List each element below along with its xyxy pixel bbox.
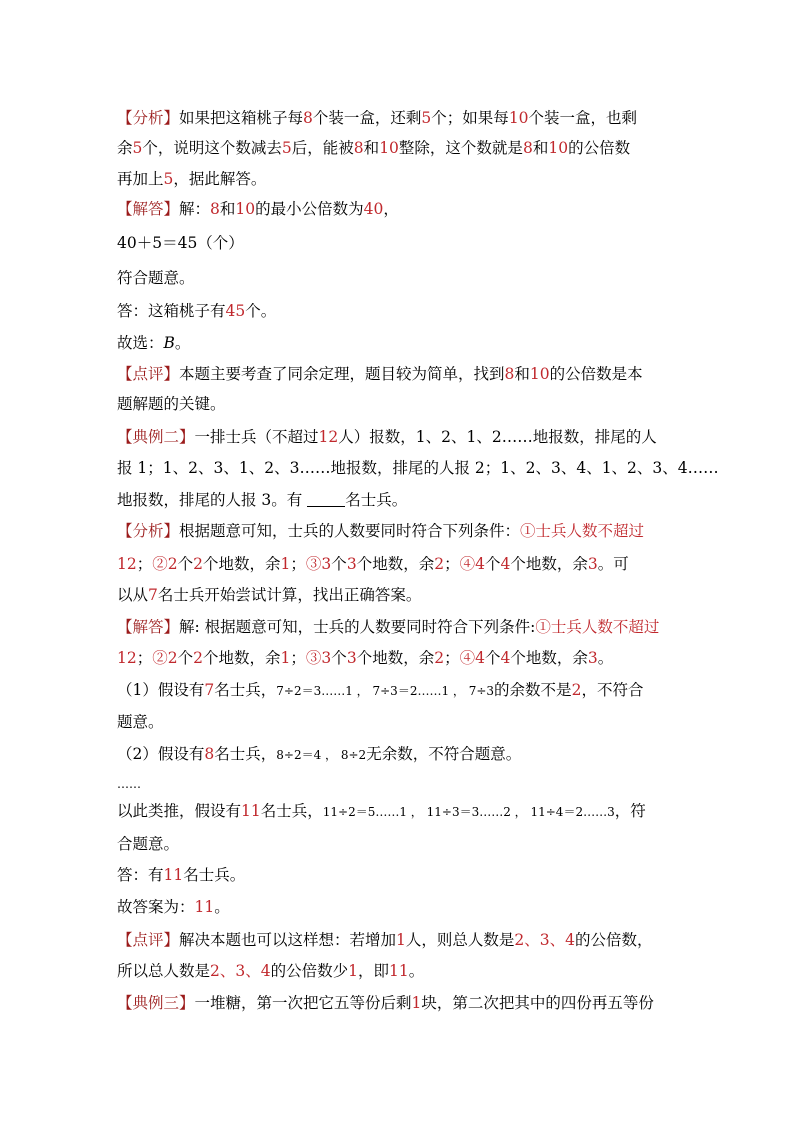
solution-line [117,199,399,219]
text-segment: 40＋5＝45（个） [117,234,244,252]
section-tag: 【典例二】 [117,428,195,446]
text-segment: 个，说明这个数减去 [142,139,282,157]
text-segment: 以此类推，假设有 [117,802,242,820]
text-segment: ④4 [459,555,485,573]
text-segment: 地报数，排尾的人报 3。有 [117,491,308,509]
text-segment: 个地数，余 [510,649,588,667]
comment-2-line [117,961,424,981]
text-segment: 4 [500,555,511,573]
text-segment: 5 [132,139,143,157]
text-segment: 个地数，余 [356,555,435,573]
text-segment: ④4 [459,649,485,667]
text-segment: 以从 [117,586,149,604]
text-segment: 1 [411,994,422,1012]
text-segment: 12 [117,649,137,667]
text-segment: 1 [280,649,291,667]
text-segment: 4 [500,649,511,667]
text-segment: 10 [508,109,529,127]
solution-2-line [117,617,659,637]
text-segment: 8 [353,139,364,157]
text-segment: 11 [163,866,184,884]
text-segment: 个地数，余 [203,649,281,667]
text-segment: 一排士兵（不超过 [194,428,319,446]
text-segment: 3 [587,649,598,667]
analysis-2-line [117,554,629,574]
section-tag: 【解答】 [117,200,180,218]
text-segment: 个 [331,649,347,667]
text-segment: 如果把这箱桃子每 [179,109,304,127]
text-segment: 名士兵开始尝试计算，找出正确答案。 [157,586,422,604]
text-segment: 8 [210,200,220,218]
text-segment: 3 [587,555,598,573]
text-segment: ； [290,649,306,667]
text-segment: 2 [571,681,582,699]
text-segment: 7 [204,681,215,699]
text-segment: 解: 根据题意可知，士兵的人数要同时符合下列条件: [179,618,536,636]
text-segment: 。可 [597,555,629,573]
text-segment: 2 [193,555,204,573]
text-segment: 和 [514,365,530,383]
section-tag: 【点评】 [117,365,180,383]
text-segment: 个 [177,555,194,573]
case-1-line [117,712,164,732]
text-segment: 和 [219,200,236,218]
section-tag: 【分析】 [117,522,180,540]
equation-line [117,233,244,253]
text-segment: ； [290,555,306,573]
example-2-line [117,427,657,447]
text-segment: 后，能被 [291,139,354,157]
text-segment: 7 [148,586,158,604]
text-segment: 8 [204,745,215,763]
text-segment: 11÷2＝5……1 ， 11÷3＝3……2 ， 11÷4＝2……3 [322,805,615,819]
text-segment: 个 [331,555,347,573]
answer-line [117,301,276,321]
text-segment: 3 [346,555,357,573]
text-segment: 答：有 [117,866,164,884]
text-segment: 1 [348,962,358,980]
text-segment: 10 [529,365,550,383]
text-segment: 个；如果每 [431,109,509,127]
text-segment: 2、3、4 [514,931,576,949]
text-segment: …… [117,777,141,791]
section-tag: 【分析】 [117,109,180,127]
text-segment: 故选： [117,334,164,352]
text-segment: 解决本题也可以这样想：若增加 [179,931,397,949]
comment-2-line [117,930,653,950]
text-segment: 和 [532,139,549,157]
text-segment: 。 [408,962,425,980]
text-segment: B [163,334,175,352]
text-segment: 的公倍数， [575,931,653,949]
case-1-line [117,680,643,701]
example-3-line [117,993,654,1013]
text-segment: ①士兵人数不超过 [535,618,660,636]
text-segment: 个地数，余 [356,649,435,667]
text-segment: ②2 [152,649,178,667]
answer-blank [307,491,345,507]
text-segment: ③3 [305,555,332,573]
text-segment: 7÷2＝3……1 ， 7÷3＝2……1 ， 7÷3 [276,684,495,698]
text-segment: ； [444,649,460,667]
text-segment: 1 [280,555,291,573]
text-segment: 余 [117,139,133,157]
text-segment: 10 [379,139,399,157]
text-segment: 12 [117,555,137,573]
text-segment: 。 [214,898,230,916]
text-segment: ； [136,555,153,573]
text-segment: 12 [318,428,339,446]
text-segment: 45 [225,302,246,320]
text-segment: 40 [363,200,384,218]
text-segment: 根据题意可知，士兵的人数要同时符合下列条件： [179,522,521,540]
text-segment: 11 [241,802,261,820]
text-segment: 无余数，不符合题意。 [366,745,522,763]
text-segment: ， [383,200,399,218]
text-segment: ②2 [152,555,178,573]
text-segment: 8 [303,109,313,127]
section-tag: 【点评】 [117,931,180,949]
text-segment: 合题意。 [117,835,180,853]
text-segment: 人）报数，1、2、1、2……地报数，排尾的人 [338,428,657,446]
solution-2-line [117,648,613,668]
analysis-2-line [117,585,421,605]
comment-line [117,364,643,384]
text-segment: 报 1；1、2、3、1、2、3……地报数，排尾的人报 2；1、2、3、4、1、2、3、4…… [117,459,719,477]
answer-2-line [117,865,245,885]
text-segment: 整除，这个数就是 [398,139,523,157]
text-segment: 个。 [245,302,277,320]
comment-line [117,394,226,414]
text-segment: 11 [389,962,409,980]
text-segment: 个装一盒，也剩 [528,109,638,127]
text-segment: 的公倍数是本 [549,365,643,383]
text-segment: 个 [484,555,501,573]
text-segment: 所以总人数是 [117,962,211,980]
text-segment: ； [136,649,153,667]
section-tag: 【解答】 [117,618,180,636]
text-segment: 的公倍数 [568,139,631,157]
text-segment: 本题主要考查了同余定理，题目较为简单，找到 [179,365,505,383]
text-segment: （1）假设有 [117,681,205,699]
analysis-2-line [117,521,644,541]
text-segment: 题解题的关键。 [117,395,226,413]
text-segment: 8÷2＝4 ， 8÷2 [276,748,367,762]
analysis-line [117,108,637,128]
text-segment: 10 [235,200,256,218]
text-segment: 的最小公倍数为 [255,200,364,218]
text-segment: 符合题意。 [117,269,195,287]
text-segment: 一堆糖，第一次把它五等份后剩 [194,994,412,1012]
text-segment: 再加上 [117,170,164,188]
text-segment: ； [444,555,460,573]
text-segment: 故答案为： [117,898,195,916]
final-answer-line [117,897,230,917]
text-segment: 的余数不是 [494,681,572,699]
text-segment: 5 [421,109,432,127]
text-segment: 。 [174,334,191,352]
text-segment: 个 [177,649,194,667]
text-segment: ，即 [358,962,390,980]
example-2-line [117,458,719,478]
text-segment: 的公倍数少 [270,962,349,980]
text-segment: 2、3、4 [210,962,271,980]
text-segment: 个地数，余 [203,555,281,573]
text-segment: 2 [193,649,204,667]
text-segment: 。 [597,649,614,667]
analysis-line [117,138,630,158]
generalize-line [117,801,646,822]
text-segment: ③3 [305,649,332,667]
text-segment: ，不符合 [581,681,644,699]
text-segment: ，符 [614,802,646,820]
text-segment: 3 [346,649,357,667]
text-segment: ①士兵人数不超过 [520,522,645,540]
text-segment: 11 [194,898,215,916]
ellipsis-line [117,773,141,794]
choice-line [117,333,190,353]
text-segment: 答：这箱桃子有 [117,302,226,320]
text-segment: 个地数，余 [510,555,588,573]
text-segment: （2）假设有 [117,745,205,763]
text-segment: 块，第二次把其中的四份再五等份 [421,994,654,1012]
text-segment: 个 [484,649,501,667]
example-2-line [117,490,407,510]
text-segment: 5 [163,170,174,188]
text-segment: 2 [434,649,445,667]
text-segment: 名士兵， [214,681,277,699]
text-segment: 和 [363,139,380,157]
section-tag: 【典例三】 [117,994,195,1012]
text-segment: 解： [179,200,211,218]
case-2-line [117,744,521,765]
text-segment: 名士兵， [214,745,277,763]
text-segment: 题意。 [117,713,164,731]
text-segment: 8 [504,365,515,383]
text-segment: 名士兵。 [345,491,408,509]
text-segment: ，据此解答。 [173,170,267,188]
text-segment: 1 [396,931,406,949]
analysis-line [117,169,266,189]
text-segment: 人，则总人数是 [405,931,515,949]
text-segment: 个装一盒，还剩 [312,109,422,127]
text-segment: 5 [281,139,292,157]
text-segment: 10 [548,139,569,157]
generalize-line [117,834,179,854]
conclusion-line [117,268,195,288]
text-segment: 名士兵。 [183,866,246,884]
text-segment: 8 [522,139,533,157]
text-segment: 名士兵， [260,802,323,820]
text-segment: 2 [434,555,445,573]
